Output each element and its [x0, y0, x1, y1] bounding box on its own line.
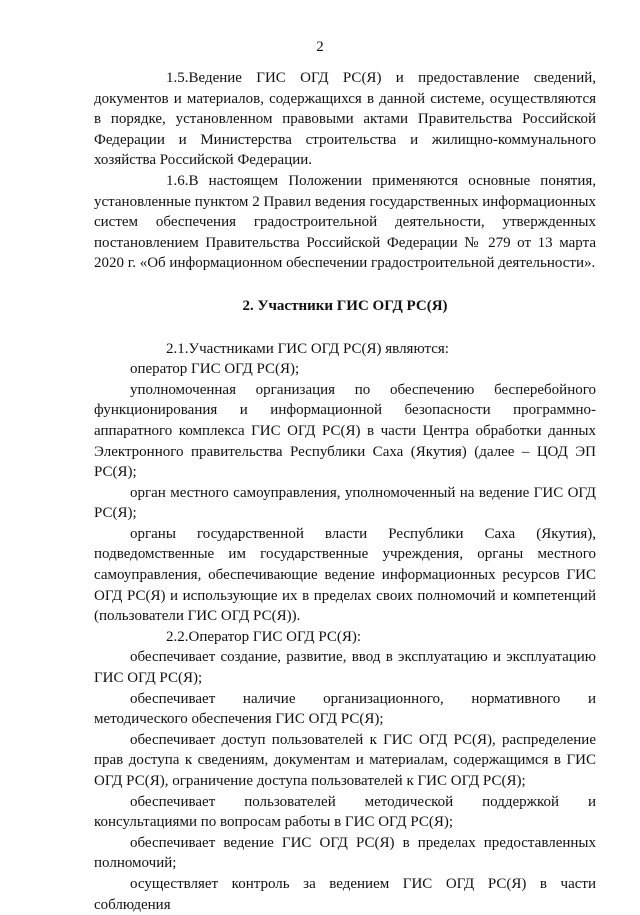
section-heading: 2. Участники ГИС ОГД РС(Я)	[242, 297, 448, 314]
list-item: орган местного самоуправления, уполномоченный на ведение ГИС ОГД РС(Я);	[94, 484, 596, 522]
list-item: уполномоченная организация по обеспечению бесперебойного функционирования и информационной безопасности программно-аппаратного комплекса ГИС ОГД РС(Я) в части Центра обработки данных Электронного правительства Республики Саха (Якутия) (далее – ЦОД ЭП РС(Я);	[94, 381, 596, 481]
paragraph-number: 1.6.	[166, 172, 189, 189]
list-item: оператор ГИС ОГД РС(Я);	[130, 361, 300, 378]
paragraph-text: Участниками ГИС ОГД РС(Я) являются:	[188, 340, 449, 357]
list-item: обеспечивает ведение ГИС ОГД РС(Я) в пределах предоставленных полномочий;	[94, 834, 596, 872]
document-body	[94, 68, 596, 915]
list-item: обеспечивает доступ пользователей к ГИС ОГД РС(Я), распределение прав доступа к сведениям, документам и материалам, содержащимся в ГИС ОГД РС(Я), ограничение доступа пользователей к ГИС ОГД РС(Я);	[94, 731, 596, 789]
paragraph-2-2	[94, 627, 596, 648]
paragraph-number: 1.5.	[166, 70, 189, 86]
paragraph-number: 2.1.	[166, 340, 189, 357]
list-item: обеспечивает наличие организационного, нормативного и методического обеспечения ГИС ОГД РС(Я);	[94, 690, 596, 728]
paragraph-text: В настоящем Положении применяются основные понятия, установленные пунктом 2 Правил ведения государственных информационных систем обеспечения градостроительной деятельности, утвержденных постановлением Правительства Российской Федерации № 279 от 13 марта 2020 г. «Об информационном обеспечении градостроительной деятельности».	[94, 172, 596, 272]
list-item: осуществляет контроль за ведением ГИС ОГД РС(Я) в части соблюдения	[94, 875, 596, 913]
paragraph-text: Оператор ГИС ОГД РС(Я):	[188, 628, 362, 645]
list-item: обеспечивает пользователей методической поддержкой и консультациями по вопросам работы в ГИС ОГД РС(Я);	[94, 793, 596, 831]
paragraph-2-1	[94, 339, 596, 360]
paragraph-number: 2.2.	[166, 628, 189, 645]
list-item: обеспечивает создание, развитие, ввод в эксплуатацию и эксплуатацию ГИС ОГД РС(Я);	[94, 649, 596, 687]
page-number: 2	[316, 39, 324, 55]
paragraph-text: Ведение ГИС ОГД РС(Я) и предоставление сведений, документов и материалов, содержащихся в данной системе, осуществляются в порядке, установленном правовыми актами Правительства Российской Федерации и Министерства строительства и жилищно-коммунального хозяйства Российской Федерации.	[94, 70, 596, 169]
paragraph-1-5	[94, 68, 596, 171]
paragraph-1-6	[94, 171, 596, 274]
list-item: органы государственной власти Республики Саха (Якутия), подведомственные им государственные учреждения, органы местного самоуправления, обеспечивающие ведение информационных ресурсов ГИС ОГД РС(Я) и использующие их в пределах своих полномочий и компетенций (пользователи ГИС ОГД РС(Я)).	[94, 525, 596, 625]
